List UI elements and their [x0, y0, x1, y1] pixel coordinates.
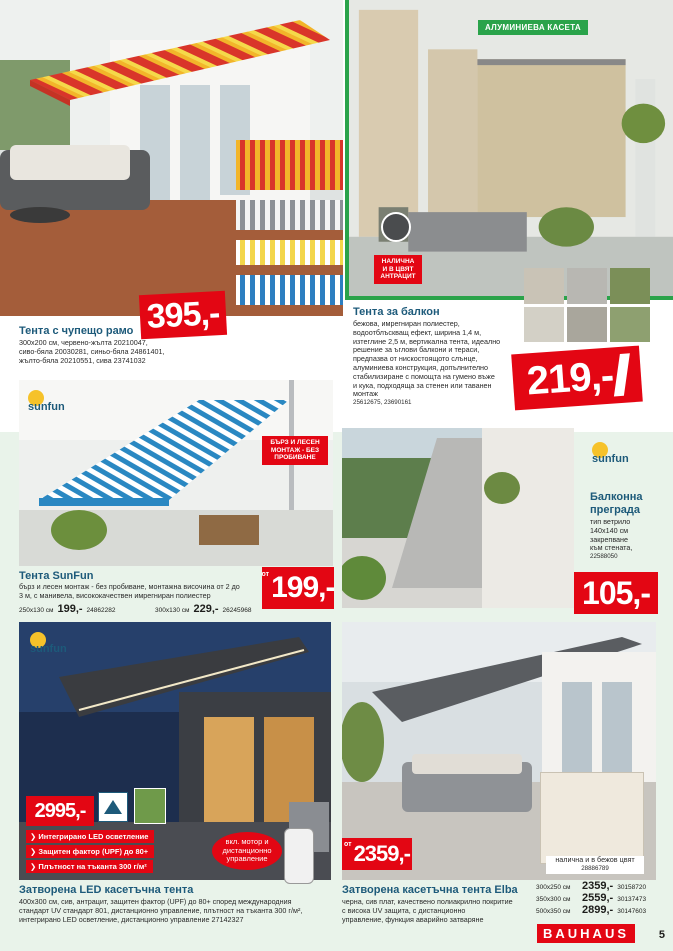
sunfun-logo: [588, 440, 632, 468]
svg-text:sunfun: sunfun: [30, 643, 67, 655]
detail-thumb: [610, 307, 650, 343]
beige-variant-inset: [540, 772, 644, 864]
product2-title: Тента за балкон: [353, 306, 440, 318]
balcony-divider-photo: [342, 428, 574, 608]
price-tag-product3: от 199,-: [262, 567, 334, 609]
exclamation-mark: [614, 353, 630, 396]
product6-title: Затворена касетъчна тента Elba: [342, 884, 518, 896]
price-tag-product1: 395,-: [139, 291, 227, 339]
inset-caption: налична и в бежов цвят 28886789: [546, 856, 644, 874]
product2-desc: бежова, имрегниран полиестер, водоотблъскващ ефект, ширина 1,4 м, изтеглине 2,5 м, вертикална тента, идеално решение за ъглови балкони и тераси, предпазва от нискостоящото слънце, алуминиева конструкция, допълнително стабилизиране с помощта на гумено въже и кука, подходяща за стенен или таванен монтаж 25612675, 23690161: [353, 319, 501, 407]
product4-title: Балконна преграда: [590, 491, 643, 516]
detail-thumb: [610, 268, 650, 304]
price-tag-product6: от 2359,-: [342, 838, 412, 870]
product5-features: [26, 830, 154, 875]
price-tag-product5: 2995,-: [26, 796, 94, 826]
product3-variant1: 250x130 см 199,- 24862282: [19, 603, 116, 615]
detail-thumb: [567, 268, 607, 304]
svg-text:sunfun: sunfun: [28, 401, 65, 413]
sunfun-logo: [26, 630, 70, 658]
product6-desc: черна, сив плат, качествено полиакрилно покритие с висока UV защита, с дистанционно управление, функция аварийно затваряне: [342, 897, 513, 924]
aluminium-cassette-badge: АЛУМИНИЕВА КАСЕТА: [478, 20, 588, 35]
product1-desc: 300x200 см, червено-жълта 20210047, сиво-бяла 20030281, синьо-бяла 24861401, жълто-бяла 20210551, сива 23741032: [19, 338, 165, 365]
bauhaus-logo: BAUHAUS: [537, 924, 635, 943]
feature-item: ❯ Защитен фактор (UPF) до 80+: [26, 845, 154, 858]
anthracite-tag: НАЛИЧНА И В ЦВЯТ АНТРАЦИТ: [374, 255, 422, 284]
sunfun-logo: [24, 388, 68, 416]
svg-text:sunfun: sunfun: [592, 453, 629, 465]
feature-item: ❯ Плътност на тъканта 300 г/м²: [26, 860, 153, 873]
tuv-seal-icon: [98, 792, 128, 822]
price-tag-product2: 219,-: [511, 346, 643, 411]
awning-folding-arm-photo: [0, 0, 343, 316]
product3-desc: бърз и лесен монтаж - без пробиване, монтажна височина от 2 до 3 м, с манивела, висококачествен имрегниран полиестер: [19, 582, 240, 600]
product5-title: Затворена LED касетъчна тента: [19, 884, 194, 896]
product3-title: Тента SunFun: [19, 570, 94, 582]
anthracite-swatch: [381, 212, 411, 242]
detail-thumb: [524, 307, 564, 343]
product5-desc: 400x300 см, сив, антрацит, защитен фактор (UPF) до 80+ според международния стандарт UV стандарт 801, дистанционно управление, плътност на тъканта 300 г/м², интегрирано LED осветление, дистанционно управление 27142327: [19, 897, 303, 924]
product1-title: Тента с чупещо рамо: [19, 325, 134, 337]
product6-price-table: [536, 880, 666, 916]
detail-thumb: [524, 268, 564, 304]
product3-variant2: 300x130 см 229,- 26245968: [155, 603, 252, 615]
page-number: 5: [658, 929, 665, 941]
uv-standard-icon: [134, 788, 166, 824]
product4-desc: тип ветрило 140x140 см закрепване към стената, 22588050: [590, 517, 633, 561]
detail-thumb: [567, 307, 607, 343]
price-table-row: 500x350 см 2899,- 30147603: [536, 904, 647, 916]
fast-install-tag: БЪРЗ И ЛЕСЕН МОНТАЖ - БЕЗ ПРОБИВАНЕ: [262, 436, 328, 465]
motor-remote-bubble: вкл. мотор и дистанционно управление: [212, 832, 282, 870]
remote-control-icon: [284, 828, 314, 884]
price-table-row: 300x250 см 2359,- 30158720: [536, 880, 647, 892]
feature-item: ❯ Интегрирано LED осветление: [26, 830, 154, 843]
product2-detail-thumbs: [524, 268, 650, 342]
price-table-row: 350x300 см 2559,- 30137473: [536, 892, 647, 904]
price-tag-product4: 105,-: [574, 572, 658, 614]
